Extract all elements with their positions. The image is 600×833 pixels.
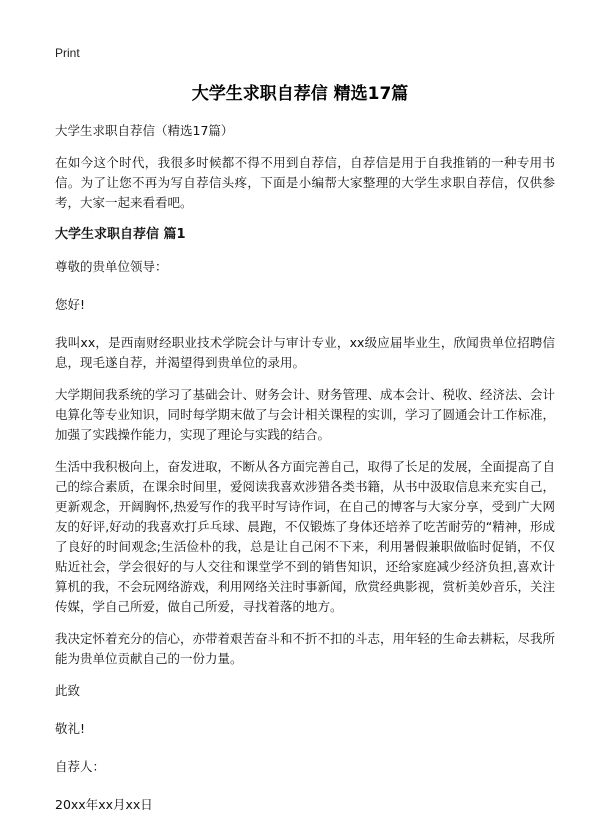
closing-line-1: 此致 <box>55 683 81 698</box>
salutation: 尊敬的贵单位领导： <box>55 259 168 274</box>
closing-line-2: 敬礼! <box>55 721 86 736</box>
body-paragraph: 大学期间我系统的学习了基础会计、财务会计、财务管理、成本会计、税收、经济法、会计电算化等专业知识，同时每学期末做了与会计相关课程的实训，学习了圆通会计工作标准，加强了实践操作能力，实现了理论与实践的结合。 <box>55 387 556 442</box>
print-link[interactable]: Print <box>55 46 80 60</box>
document-body <box>55 121 555 833</box>
greeting: 您好! <box>55 297 86 312</box>
intro-paragraph: 在如今这个时代，我很多时候都不得不用到自荐信，自荐信是用于自我推销的一种专用书信。为了让您不再为写自荐信头疼，下面是小编帮大家整理的大学生求职自荐信，仅供参考，大家一起来看看吧。 <box>55 155 555 210</box>
document-subtitle: 大学生求职自荐信（精选17篇） <box>55 123 234 138</box>
letter-date: 20xx年xx月xx日 <box>55 797 153 812</box>
page-title: 大学生求职自荐信 精选17篇 <box>191 84 409 104</box>
signature-label: 自荐人： <box>55 759 106 774</box>
body-paragraph: 我叫xx，是西南财经职业技术学院会计与审计专业，xx级应届毕业生，欣闻贵单位招聘信息，现毛遂自荐，并渴望得到贵单位的录用。 <box>55 335 555 370</box>
section-heading: 大学生求职自荐信 篇1 <box>55 227 186 242</box>
body-paragraph: 生活中我积极向上，奋发进取，不断从各方面完善自己，取得了长足的发展，全面提高了自己的综合素质，在课余时间里，爱阅读我喜欢涉猎各类书籍，从书中汲取信息来充实自己，更新观念，开阔胸怀,热爱写作的我平时写诗作词，在自己的博客与大家分享，受到广大网友的好评,好动的我喜欢打乒乓球、晨跑，不仅锻炼了身体还培养了吃苦耐劳的“精神，形成了良好的时间观念;生活俭朴的我，总是让自己闲不下来，利用暑假兼职做临时促销，不仅贴近社会，学会很好的与人交往和课堂学不到的销售知识，还给家庭减少经济负担,喜欢计算机的我，不会玩网络游戏，利用网络关注时事新闻，欣赏经典影视，赏析美妙音乐，关注传媒，学自己所爱，做自己所爱，寻找着落的地方。 <box>55 459 556 614</box>
body-paragraph: 我决定怀着充分的信心，亦带着艰苦奋斗和不折不扣的斗志，用年轻的生命去耕耘，尽我所能为贵单位贡献自己的一份力量。 <box>55 631 556 666</box>
